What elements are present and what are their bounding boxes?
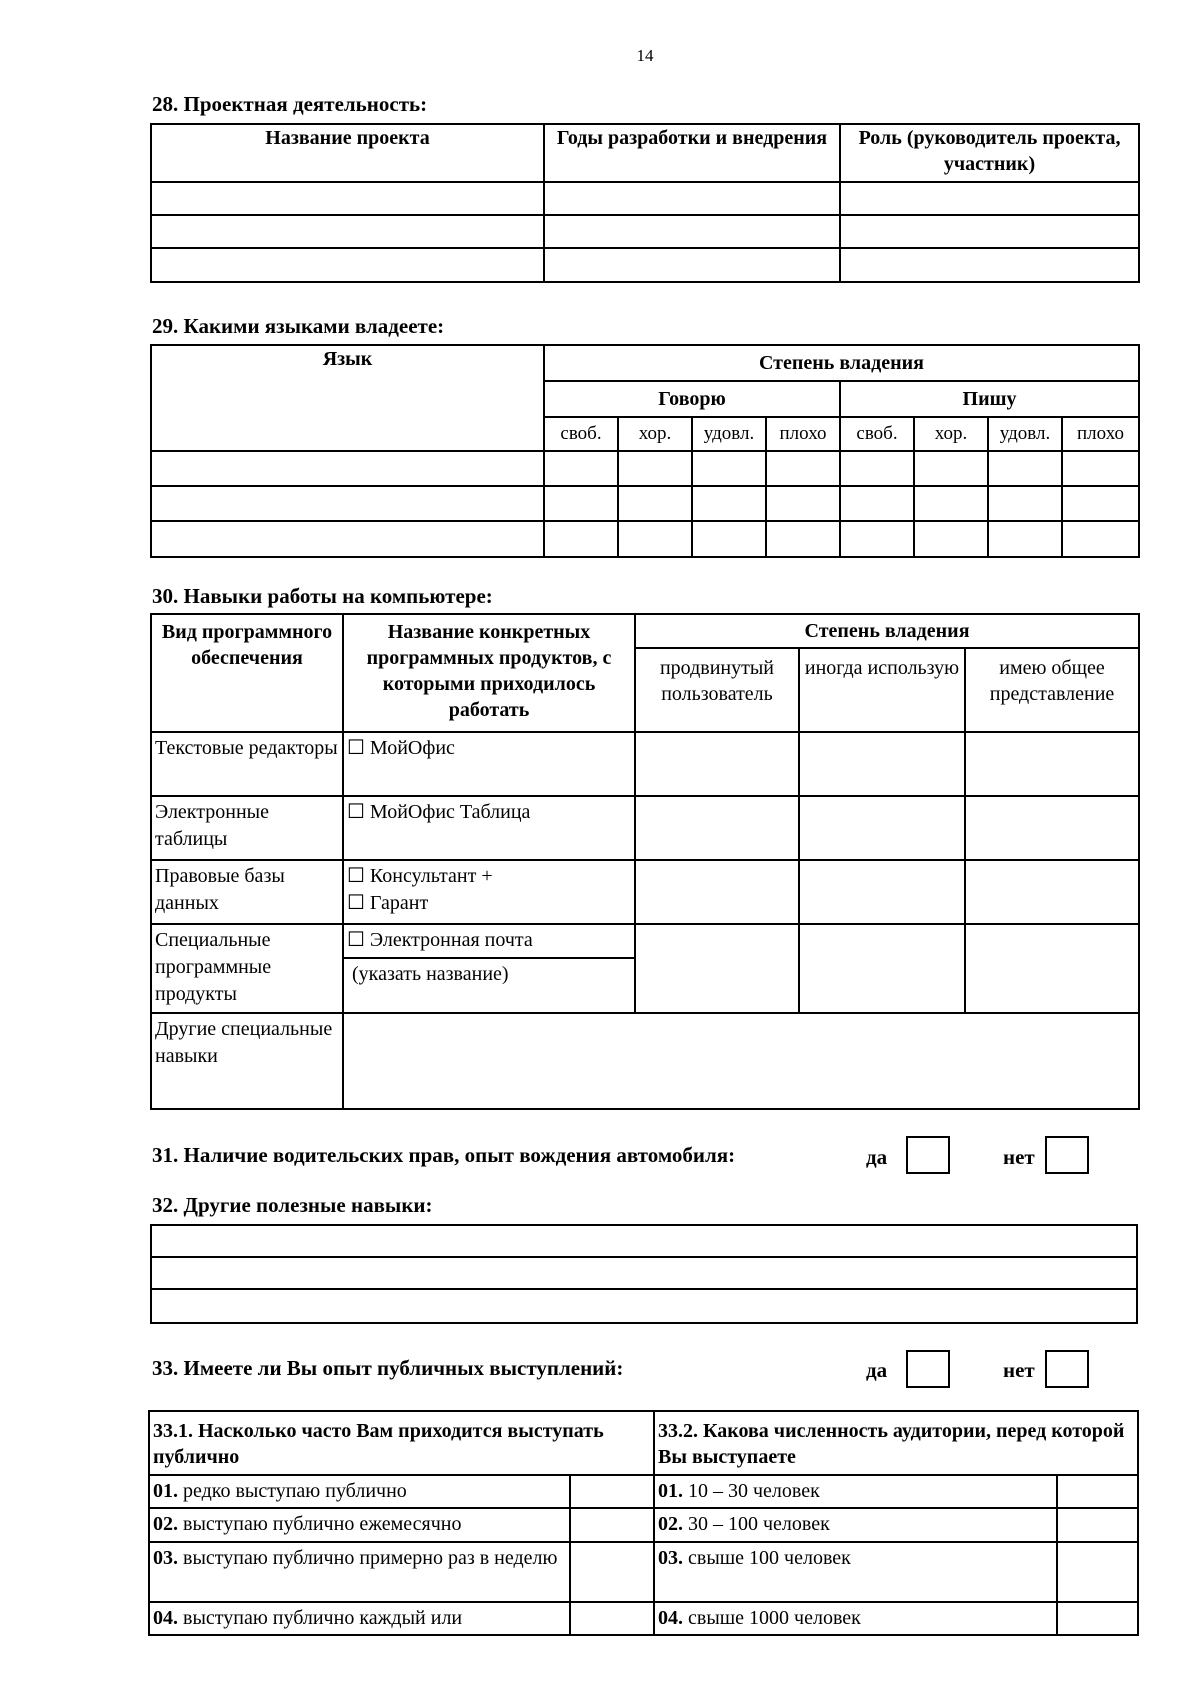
option-checkbox[interactable] — [570, 1542, 654, 1602]
level-advanced: продвинутый пользователь — [635, 648, 799, 732]
project-name-cell[interactable] — [151, 215, 544, 248]
col-proficiency: Степень владения — [635, 614, 1139, 648]
level-good: хор. — [914, 417, 988, 451]
question-33-1: 33.1. Насколько часто Вам приходится выступать публично — [149, 1411, 654, 1475]
col-software-type: Вид программного обеспечения — [151, 614, 343, 732]
languages-table — [150, 344, 1140, 558]
driving-no-checkbox[interactable] — [1045, 1136, 1089, 1174]
question-33-2: 33.2. Какова численность аудитории, перед которой Вы выступаете — [654, 1411, 1138, 1475]
role-cell[interactable] — [840, 182, 1139, 215]
option-number: 04. — [153, 1607, 178, 1629]
option-text: выступаю публично примерно раз в неделю — [183, 1547, 558, 1569]
table-row — [151, 1225, 1137, 1257]
skills-line[interactable] — [151, 1257, 1137, 1289]
driving-yes-checkbox[interactable] — [906, 1136, 950, 1174]
col-speak: Говорю — [544, 381, 840, 417]
option-text: свыше 100 человек — [688, 1547, 851, 1569]
table-row — [654, 1542, 1138, 1602]
table-row — [149, 1542, 654, 1602]
product-checkbox[interactable]: ☐ Консультант + — [347, 865, 493, 887]
project-name-cell[interactable] — [151, 248, 544, 282]
table-row — [151, 1289, 1137, 1323]
level-fair: удовл. — [692, 417, 766, 451]
product-checkbox[interactable]: ☐ Электронная почта — [343, 924, 635, 958]
page-number: 14 — [636, 46, 654, 65]
language-cell[interactable] — [151, 521, 544, 557]
option-number: 03. — [658, 1547, 683, 1569]
option-number: 01. — [153, 1480, 178, 1502]
option-number: 02. — [658, 1513, 683, 1535]
col-software-products: Название конкретных программных продуктов, с которыми приходилось работать — [343, 614, 635, 732]
table-row — [654, 1475, 1138, 1508]
option-number: 02. — [153, 1513, 178, 1535]
software-type: Правовые базы данных — [151, 860, 343, 924]
option-checkbox[interactable] — [570, 1602, 654, 1635]
option-text: выступаю публично ежемесячно — [183, 1513, 462, 1535]
table-row — [151, 732, 1139, 796]
section-33-title: 33. Имеете ли Вы опыт публичных выступлений: — [152, 1356, 624, 1380]
level-basic: имею общее представление — [965, 648, 1139, 732]
option-text: выступаю публично каждый или — [183, 1607, 463, 1629]
product-checkbox[interactable]: ☐ МойОфис Таблица — [343, 796, 635, 860]
language-cell[interactable] — [151, 451, 544, 486]
role-cell[interactable] — [840, 248, 1139, 282]
other-skills-field[interactable] — [343, 1013, 1139, 1109]
years-cell[interactable] — [544, 182, 840, 215]
col-years: Годы разработки и внедрения — [544, 124, 840, 182]
table-row — [149, 1508, 654, 1542]
speaking-frequency-table — [148, 1410, 655, 1636]
level-poor: плохо — [1062, 417, 1139, 451]
projects-table — [150, 123, 1140, 283]
col-write: Пишу — [840, 381, 1139, 417]
years-cell[interactable] — [544, 215, 840, 248]
public-speaking-yes-checkbox[interactable] — [906, 1350, 950, 1388]
col-proficiency: Степень владения — [544, 345, 1139, 381]
option-text: редко выступаю публично — [183, 1480, 407, 1502]
table-row — [151, 1257, 1137, 1289]
col-role: Роль (руководитель проекта, участник) — [840, 124, 1139, 182]
yes-label: да — [866, 1358, 888, 1382]
col-language: Язык — [151, 345, 544, 451]
product-checkbox[interactable]: ☐ МойОфис — [343, 732, 635, 796]
level-free: своб. — [840, 417, 914, 451]
option-checkbox[interactable] — [1057, 1508, 1138, 1542]
skills-line[interactable] — [151, 1289, 1137, 1323]
option-checkbox[interactable] — [1057, 1475, 1138, 1508]
option-number: 03. — [153, 1547, 178, 1569]
table-row — [151, 860, 1139, 924]
section-31-title: 31. Наличие водительских прав, опыт вождения автомобиля: — [152, 1143, 736, 1167]
option-number: 01. — [658, 1480, 683, 1502]
option-checkbox[interactable] — [1057, 1542, 1138, 1602]
table-row — [149, 1475, 654, 1508]
table-row — [151, 486, 1139, 521]
option-checkbox[interactable] — [1057, 1602, 1138, 1635]
table-row — [151, 796, 1139, 860]
product-checkbox-group — [343, 860, 635, 924]
product-checkbox[interactable]: ☐ Гарант — [347, 892, 429, 914]
level-sometimes: иногда использую — [799, 648, 965, 732]
software-type: Электронные таблицы — [151, 796, 343, 860]
table-row — [151, 248, 1139, 282]
software-type: Другие специальные навыки — [151, 1013, 343, 1109]
audience-size-table — [653, 1410, 1139, 1636]
product-name-hint: (указать название) — [343, 958, 635, 1013]
no-label: нет — [1003, 1358, 1035, 1382]
level-free: своб. — [544, 417, 618, 451]
option-checkbox[interactable] — [570, 1508, 654, 1542]
section-29-title: 29. Какими языками владеете: — [152, 314, 445, 338]
project-name-cell[interactable] — [151, 182, 544, 215]
no-label: нет — [1003, 1145, 1035, 1169]
other-skills-table — [150, 1224, 1138, 1324]
option-checkbox[interactable] — [570, 1475, 654, 1508]
level-poor: плохо — [766, 417, 840, 451]
table-row — [151, 521, 1139, 557]
software-type: Текстовые редакторы — [151, 732, 343, 796]
software-type: Специальные программные продукты — [151, 924, 343, 1013]
section-28-title: 28. Проектная деятельность: — [152, 92, 428, 116]
yes-label: да — [866, 1145, 888, 1169]
language-cell[interactable] — [151, 486, 544, 521]
table-row — [149, 1602, 654, 1635]
level-fair: удовл. — [988, 417, 1062, 451]
option-text: 30 – 100 человек — [688, 1513, 830, 1535]
skills-line[interactable] — [151, 1225, 1137, 1257]
table-row — [151, 215, 1139, 248]
option-text: свыше 1000 человек — [688, 1607, 861, 1629]
option-text: 10 – 30 человек — [688, 1480, 820, 1502]
table-row — [151, 182, 1139, 215]
table-row — [654, 1602, 1138, 1635]
computer-skills-table — [150, 613, 1140, 1110]
public-speaking-no-checkbox[interactable] — [1045, 1350, 1089, 1388]
table-row — [654, 1508, 1138, 1542]
role-cell[interactable] — [840, 215, 1139, 248]
years-cell[interactable] — [544, 248, 840, 282]
table-row — [151, 924, 1139, 958]
table-row — [151, 1013, 1139, 1109]
option-number: 04. — [658, 1607, 683, 1629]
level-good: хор. — [618, 417, 692, 451]
section-30-title: 30. Навыки работы на компьютере: — [152, 584, 493, 608]
section-32-title: 32. Другие полезные навыки: — [152, 1193, 433, 1217]
col-project-name: Название проекта — [151, 124, 544, 182]
table-row — [151, 451, 1139, 486]
